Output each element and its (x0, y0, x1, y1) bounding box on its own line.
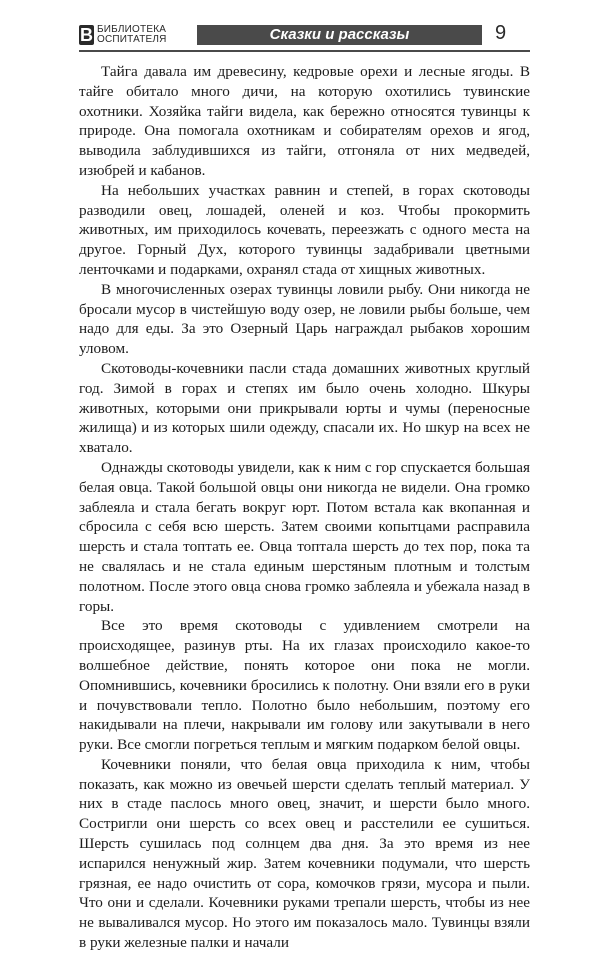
paragraph: Все это время скотоводы с удивлением смотрели на происходящее, разинув рты. На их глазах происходило какое-то волшебное действие, понять которое они пока не могли. Опомнившись, кочевники бросились к полотну. Они взяли его в руки и почувствовали тепло. Полотно было небольшим, поэтому его накидывали на плечи, накрывали им голову или закутывали в него руки. Все смогли погреться теплым и мягким подарком белой овцы. (79, 617, 530, 754)
series-logo (79, 20, 197, 50)
logo-letter: B (80, 25, 93, 45)
header-divider (79, 50, 530, 52)
paragraph: Скотоводы-кочевники пасли стада домашних животных круглый год. Зимой в горах и степях им было очень холодно. Шкуры животных, которыми они прикрывали юрты и чумы (переносные жилища) и из которых шили одежду, спасали их. Но шкур на всех не хватало. (79, 359, 530, 457)
page-header (79, 20, 530, 54)
logo-line-1: БИБЛИОТЕКА (97, 24, 167, 35)
body-text (79, 62, 530, 953)
paragraph: Кочевники поняли, что белая овца приходила к ним, чтобы показать, как можно из овечьей шерсти сделать теплый материал. У них в стаде паслось много овец, значит, и шерсти было много. Состригли они шерсть со всех овец и расстелили ее сушиться. Шерсть сушилась под солнцем два дня. За это время из нее испарился ненужный жир. Затем кочевники подумали, что шерсть грязная, ее надо очистить от сора, комочков грязи, мусора и пыли. Что они и сделали. Кочевники руками трепали шерсть, чтобы из нее не вываливался мусор. Но этого им показалось мало. Тувинцы взяли в руки железные палки и начали (79, 755, 530, 952)
paragraph: Однажды скотоводы увидели, как к ним с гор спускается большая белая овца. Такой большой овцы они никогда не видели. Она громко заблеяла и стала бегать вокруг юрт. Потом встала как вкопанная и сбросила с себя всю шерсть. Затем своими копытцами расправила шерсть и стала топтать ее. Овца топтала шерсть до тех пор, пока та не свалялась и не стала единым шерстяным плотным и толстым полотном. После этого овца снова громко заблеяла и убежала назад в горы. (79, 458, 530, 615)
paragraph: Тайга давала им древесину, кедровые орехи и лесные ягоды. В тайге обитало много дичи, на которую охотились тувинские охотники. Хозяйка тайги видела, как бережно относятся тувинцы к природе. Она помогала охотникам и собирателям орехов и ягод, выводила заблудившихся из тайги, отгоняла от них медведей, изюбрей и кабанов. (79, 63, 530, 179)
logo-text (97, 25, 167, 45)
paragraph: На небольших участках равнин и степей, в горах скотоводы разводили овец, лошадей, оленей и коз. Чтобы прокормить животных, им приходилось кочевать, переезжать с одного места на другое. Горный Дух, которого тувинцы задабривали цветными ленточками и подарками, охранял стада от хищных животных. (79, 181, 530, 278)
section-title: Сказки и рассказы (197, 25, 482, 45)
page-number: 9 (495, 22, 507, 44)
paragraph: В многочисленных озерах тувинцы ловили рыбу. Они никогда не бросали мусор в чистейшую воду озер, не ловили рыбы больше, чем надо для еды. За это Озерный Царь награждал рыбаков хорошим уловом. (79, 280, 530, 358)
logo-line-2: ОСПИТАТЕЛЯ (97, 34, 167, 45)
